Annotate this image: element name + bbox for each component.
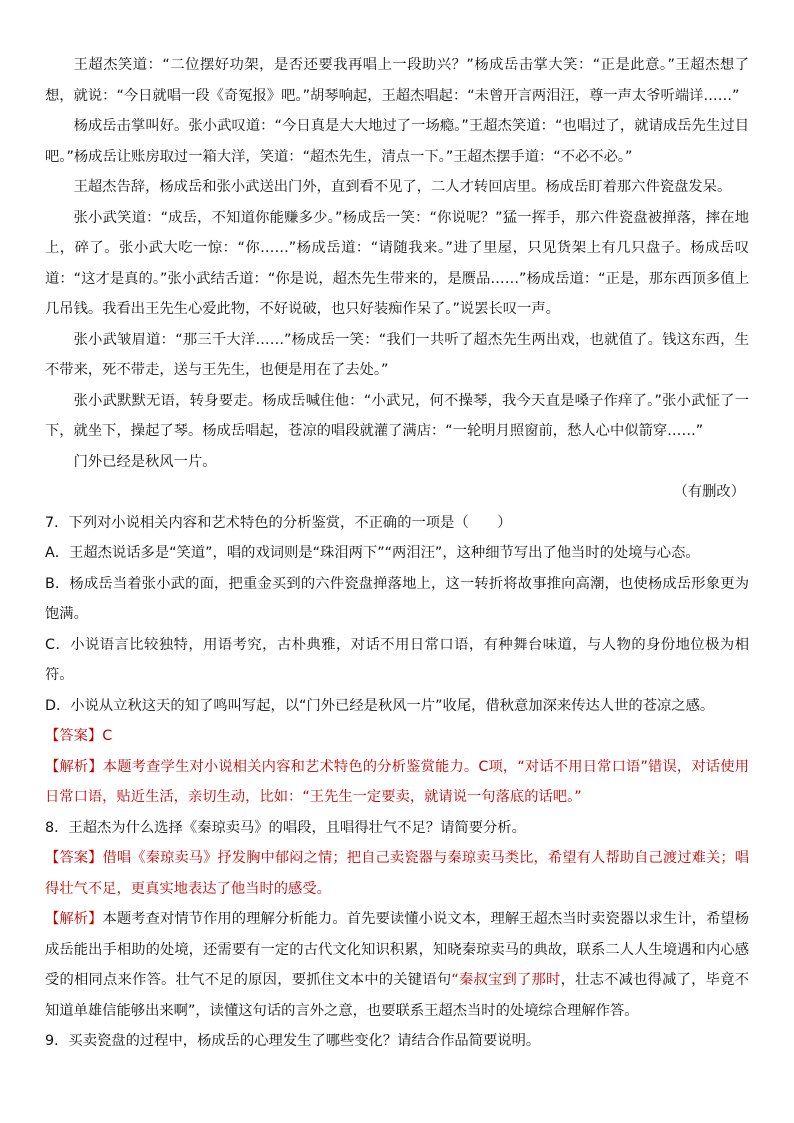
passage-paragraph: 杨成岳击掌叫好。张小武叹道：“今日真是大大地过了一场瘾。”王超杰笑道：“也唱过了，就请成岳先生过目吧。”杨成岳让账房取过一箱大洋，笑道：“超杰先生，清点一下。”王超杰摆手道：“不必不必。” <box>45 118 749 165</box>
question-7-option-a: A．王超杰说话多是“笑道”，唱的戏词则是“珠泪两下”“两泪汪”，这种细节写出了他当时的处境与心态。 <box>45 545 700 561</box>
question-8-stem: 8．王超杰为什么选择《秦琼卖马》的唱段，且唱得壮气不足？请简要分析。 <box>45 819 526 836</box>
question-7-option-b: B．杨成岳当着张小武的面，把重金买到的六件瓷盘掸落地上，这一转折将故事推向高潮，也使杨成岳形象更为饱满。 <box>45 575 749 622</box>
analysis-label: 【解析】 <box>45 758 103 775</box>
passage-paragraph: 门外已经是秋风一片。 <box>73 453 217 470</box>
answer-label: 【答案】 <box>45 728 103 744</box>
analysis-text-cont: ，壮志不减也得减了，毕竟不知道单雄信能够出来啊”，读懂这句话的言外之意，也要联系王超杰当时的处境综合理解作答。 <box>45 972 750 1019</box>
passage-paragraph: 张小武皱眉道：“那三千大洋……”杨成岳一笑：“我们一共听了超杰先生两出戏，也就值了。钱这东西，生不带来，死不带走，送与王先生，也便是用在了去处。” <box>45 331 749 378</box>
question-7-analysis <box>45 752 749 813</box>
analysis-text: 本题考查对情节作用的理解分析能力。首先要读懂小说文本，理解王超杰当时卖瓷器以求生计，希望杨成岳能出手相助的处境，还需要有一定的古代文化知识积累，知晓秦琼卖马的典故，联系二人人生境遇和内心感受的相同点来作答。壮气不足的原因，要抓住文本中的关键语句 <box>45 911 750 988</box>
analysis-quote: “秦叔宝到了那时 <box>451 972 561 988</box>
analysis-text: 本题考查学生对小说相关内容和艺术特色的分析鉴赏能力。C项，“对话不用日常口语”错误，对话使用日常口语，贴近生活，亲切生动，比如：“王先生一定要卖，就请说一句落底的话吧。” <box>45 758 749 805</box>
analysis-label: 【解析】 <box>45 911 103 927</box>
question-8-analysis <box>45 904 749 1026</box>
answer-value: C <box>102 728 113 744</box>
question-7-option-d: D．小说从立秋这天的知了鸣叫写起，以“门外已经是秋风一片”收尾，借秋意加深来传达人世的苍凉之感。 <box>45 697 715 714</box>
passage-paragraph: 张小武默默无语，转身要走。杨成岳喊住他：“小武兄，何不操琴，我今天直是嗓子作痒了。”张小武怔了一下，就坐下，操起了琴。杨成岳唱起，苍凉的唱段就灌了满店：“一轮明月照窗前，愁人心中似箭穿……” <box>45 392 749 439</box>
answer-label: 【答案】 <box>45 850 103 866</box>
answer-text: 借唱《秦琼卖马》抒发胸中郁闷之情；把自己卖瓷器与秦琼卖马类比，希望有人帮助自己渡过难关；唱得壮气不足，更真实地表达了他当时的感受。 <box>45 850 750 897</box>
question-8-answer <box>45 843 749 904</box>
question-7-option-c: C．小说语言比较独特，用语考究，古朴典雅，对话不用日常口语，有种舞台味道，与人物的身份地位极为相符。 <box>45 636 749 683</box>
question-7-answer <box>45 721 749 752</box>
question-9-stem: 9．买卖瓷盘的过程中，杨成岳的心理发生了哪些变化？请结合作品简要说明。 <box>45 1033 541 1049</box>
passage-paragraph: 王超杰笑道：“二位摆好功架，是否还要我再唱上一段助兴？”杨成岳击掌大笑：“正是此意。”王超杰想了想，就说：“今日就唱一段《奇冤报》吧。”胡琴响起，王超杰唱起：“未曾开言两泪汪，尊一声太爷听端详……” <box>45 57 749 104</box>
source-note: （有删改） <box>673 484 745 500</box>
passage-paragraph: 张小武笑道：“成岳，不知道你能赚多少。”杨成岳一笑：“你说呢？”猛一挥手，那六件瓷盘被掸落，摔在地上，碎了。张小武大吃一惊：“你……”杨成岳道：“请随我来。”进了里屋，只见货架上有几只盘子。杨成岳叹道：“这才是真的。”张小武结舌道：“你是说，超杰先生带来的，是赝品……”杨成岳道：“正是，那东西顶多值上几吊钱。我看出王先生心爱此物，不好说破，也只好装痴作呆了。”说罢长叹一声。 <box>45 209 749 317</box>
question-7-stem: 7．下列对小说相关内容和艺术特色的分析鉴赏，不正确的一项是（ ） <box>45 514 512 531</box>
passage-paragraph: 王超杰告辞，杨成岳和张小武送出门外，直到看不见了，二人才转回店里。杨成岳盯着那六件瓷盘发呆。 <box>73 179 732 195</box>
